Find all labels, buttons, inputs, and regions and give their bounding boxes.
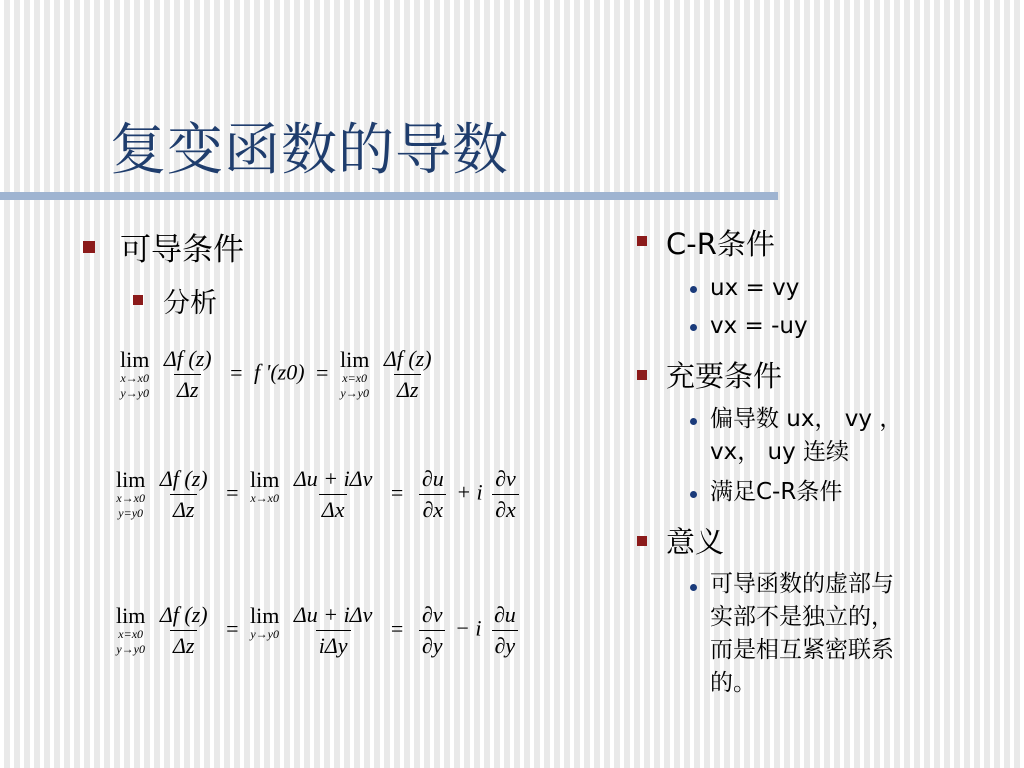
formula-1: lim x→x0 y→y0 $\frac{\Delta f (z)}{\Delta z}$ = f '(z0) = lim x=x0 y→y0 $\frac{\Delta f (z)}{\Delta z}$	[120, 346, 439, 403]
cr-heading: C-R条件	[666, 227, 775, 261]
dot-bullet-icon	[690, 584, 697, 591]
fraction: $\frac{\Delta f (z)}{\Delta z}$	[383, 346, 432, 402]
partial-fraction: $\frac{\partial v}{\partial x}$	[492, 466, 519, 523]
cr-item-2: vx = -uy	[710, 313, 808, 339]
square-bullet-icon	[133, 295, 143, 305]
partial-fraction: $\frac{\partial u}{\partial y}$	[491, 602, 519, 659]
limit-operator: lim x=x0 y→y0	[339, 346, 370, 400]
slide-title: 复变函数的导数	[110, 118, 509, 183]
formula-3: lim x=x0 y→y0 $\frac{\Delta f (z)}{\Delta z}$ = lim y→y0 $\frac{\text{Δu + iΔv}}{\text{iΔy}}$ = $\frac{\partial v}{\partial y}$ − i $\frac{\partial u}{\partial y}$	[116, 602, 523, 659]
square-bullet-icon	[83, 241, 95, 253]
dot-bullet-icon	[690, 491, 697, 498]
limit-operator: lim x=x0 y→y0	[116, 602, 146, 656]
left-subheading: 分析	[163, 288, 217, 319]
partial-fraction: $\frac{\partial v}{\partial y}$	[419, 602, 446, 659]
suff-item-1-line-2: vx， uy 连续	[710, 439, 850, 465]
meaning-line-3: 而是相互紧密联系	[710, 637, 894, 663]
meaning-line-2: 实部不是独立的，	[710, 604, 894, 630]
limit-operator: lim x→x0	[250, 466, 280, 505]
fraction: $\frac{\text{Δu + iΔv}}{\text{iΔy}}$	[293, 602, 373, 658]
fraction: $\frac{\Delta f (z)}{\Delta z}$	[159, 466, 208, 522]
limit-operator: lim x→x0 y=y0	[116, 466, 146, 520]
dot-bullet-icon	[690, 418, 697, 425]
title-divider	[0, 192, 778, 200]
suff-item-2: 满足C-R条件	[710, 479, 843, 505]
fraction: $\frac{\Delta f (z)}{\Delta z}$	[163, 346, 212, 402]
derivative-value: f '(z0)	[254, 359, 305, 385]
fraction: $\frac{\text{Δu + iΔv}}{\Delta x}$	[293, 466, 373, 522]
dot-bullet-icon	[690, 286, 697, 293]
dot-bullet-icon	[690, 324, 697, 331]
meaning-line-4: 的。	[710, 670, 756, 696]
left-heading: 可导条件	[120, 232, 244, 268]
square-bullet-icon	[637, 370, 647, 380]
cr-item-1: ux = vy	[710, 275, 800, 301]
meaning-heading: 意义	[666, 525, 725, 559]
partial-fraction: $\frac{\partial u}{\partial x}$	[419, 466, 447, 523]
limit-operator: lim x→x0 y→y0	[120, 346, 150, 400]
fraction: $\frac{\Delta f (z)}{\Delta z}$	[159, 602, 208, 658]
suff-item-1-line-1: 偏导数 ux， vy ，	[710, 406, 903, 432]
square-bullet-icon	[637, 536, 647, 546]
meaning-line-1: 可导函数的虚部与	[710, 571, 894, 597]
limit-operator: lim y→y0	[250, 602, 280, 641]
square-bullet-icon	[637, 236, 647, 246]
formula-2: lim x→x0 y=y0 $\frac{\Delta f (z)}{\Delta z}$ = lim x→x0 $\frac{\text{Δu + iΔv}}{\Delta x}$ = $\frac{\partial u}{\partial x}$ + i $\frac{\partial v}{\partial x}$	[116, 466, 523, 523]
sufficient-heading: 充要条件	[666, 359, 783, 393]
